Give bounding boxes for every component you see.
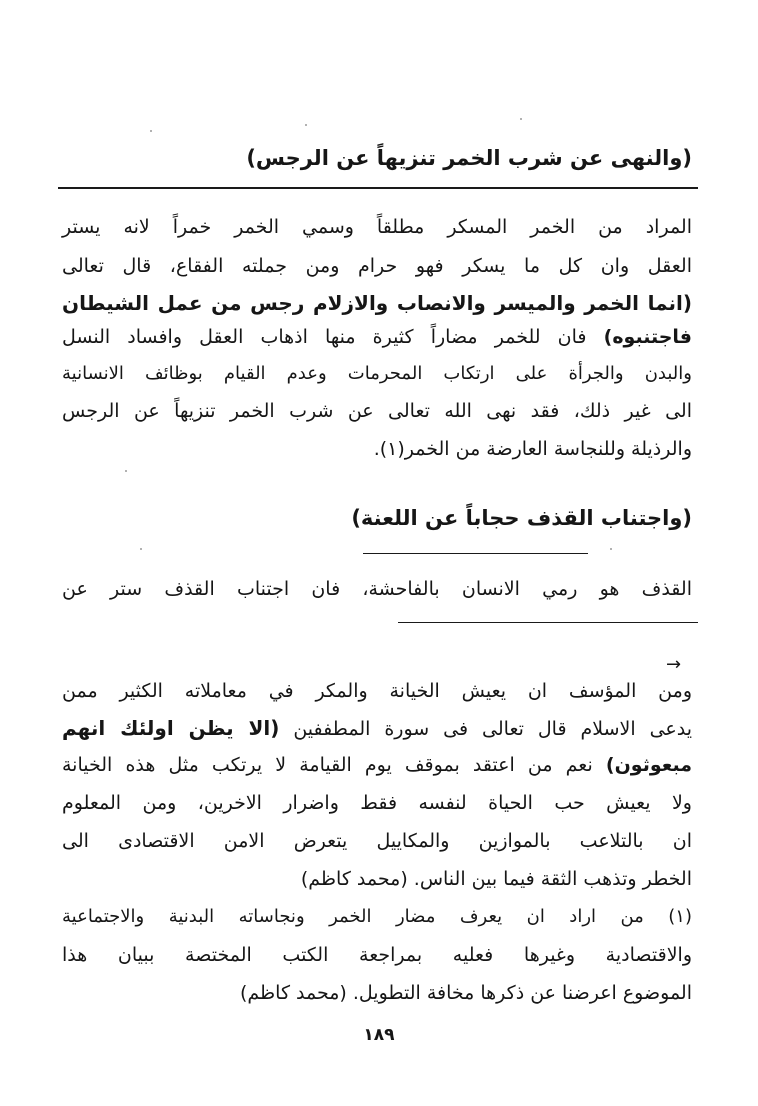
footnote-line: والاقتصادية وغيرها فعليه بمراجعة الكتب المختصة ببيان هذا: [62, 944, 692, 966]
heading-underline-short: [363, 553, 588, 554]
paragraph-text: نعم من اعتقد بموقف يوم القيامة لا يرتكب مثل هذه الخيانة: [62, 754, 593, 776]
scan-speck: [305, 124, 307, 126]
continuation-arrow-icon: →: [666, 654, 682, 675]
heading-underline: [58, 187, 698, 189]
page-number: ١٨٩: [363, 1025, 395, 1045]
paragraph-line: والبدن والجرأة على ارتكاب المحرمات وعدم القيام بوظائف الانسانية: [62, 363, 692, 384]
cut-off-rule: [398, 622, 698, 623]
section-heading-wine: (والنهى عن شرب الخمر تنزيهاً عن الرجس): [246, 146, 692, 170]
paragraph-line: الى غير ذلك، فقد نهى الله تعالى عن شرب الخمر تنزيهاً عن الرجس: [62, 400, 692, 422]
footnote-line: (١) من اراد ان يعرف مضار الخمر ونجاساته البدنية والاجتماعية: [62, 906, 692, 927]
scan-speck: [140, 548, 142, 550]
scan-speck: [520, 118, 522, 120]
quran-verse-end: مبعوثون): [605, 754, 692, 776]
paragraph-line: العقل وان كل ما يسكر فهو حرام ومن جملته الفقاع، قال تعالى: [62, 255, 692, 277]
paragraph-line: القذف هو رمي الانسان بالفاحشة، فان اجتناب القذف ستر عن: [62, 578, 692, 600]
scan-speck: [150, 130, 152, 132]
quran-verse-end: فاجتنبوه): [603, 326, 692, 348]
paragraph-text: فان للخمر مضاراً كثيرة منها اذهاب العقل وافساد النسل: [62, 326, 587, 348]
paragraph-line: المراد من الخمر المسكر مطلقاً وسمي الخمر خمراً لانه يستر: [62, 216, 692, 238]
quran-verse-line: (انما الخمر والميسر والانصاب والازلام رجس من عمل الشيطان: [62, 291, 692, 315]
paragraph-line: ولا يعيش حب الحياة لنفسه فقط واضرار الاخرين، ومن المعلوم: [62, 792, 692, 814]
paragraph-line: ان بالتلاعب بالموازين والمكاييل يتعرض الامن الاقتصادى الى: [62, 830, 692, 852]
scan-speck: [610, 548, 612, 550]
paragraph-line: الخطر وتذهب الثقة فيما بين الناس. (محمد كاظم): [300, 868, 692, 890]
scan-speck: [125, 470, 127, 472]
paragraph-line: ومن المؤسف ان يعيش الخيانة والمكر في معاملاته الكثير ممن: [62, 680, 692, 702]
paragraph-text: يدعى الاسلام قال تعالى فى سورة المطففين: [293, 718, 693, 740]
paragraph-line-mixed: [62, 756, 692, 775]
section-heading-slander: (واجتناب القذف حجاباً عن اللعنة): [351, 506, 692, 530]
paragraph-line: والرذيلة وللنجاسة العارضة من الخمر(١).: [373, 438, 692, 460]
paragraph-line-mixed: [62, 718, 692, 739]
footnote-line: الموضوع اعرضنا عن ذكرها مخافة التطويل. (محمد كاظم): [239, 982, 692, 1004]
quran-verse: (الا يظن اولئك انهم: [62, 716, 280, 740]
paragraph-line-mixed: [62, 328, 692, 347]
